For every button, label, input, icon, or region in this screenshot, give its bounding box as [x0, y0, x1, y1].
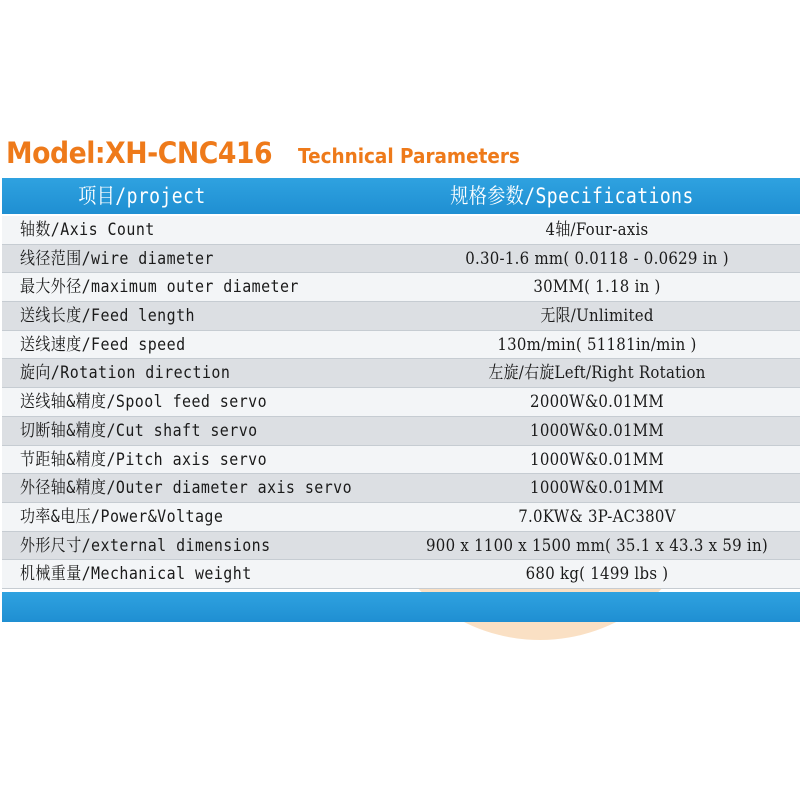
row-name: 节距轴&精度/Pitch axis servo — [20, 449, 268, 470]
table-row — [2, 560, 800, 589]
row-name: 轴数/Axis Count — [20, 220, 155, 240]
row-spec: 680 kg( 1499 lbs ) — [525, 564, 669, 585]
row-name: 送线速度/Feed speed — [20, 334, 186, 355]
row-spec: 2000W&0.01MM — [530, 392, 664, 413]
row-spec: 无限/Unlimited — [540, 306, 654, 327]
row-name: 切断轴&精度/Cut shaft servo — [20, 420, 258, 441]
table-row — [2, 388, 800, 417]
row-name: 机械重量/Mechanical weight — [20, 564, 252, 585]
table-row — [2, 273, 800, 302]
model-title: Model:XH-CNC416 — [6, 136, 273, 170]
row-spec: 4轴/Four-axis — [545, 220, 649, 240]
table-row — [2, 474, 800, 503]
table-footer-bar — [2, 592, 800, 622]
table-row — [2, 245, 800, 274]
row-spec: 900 x 1100 x 1500 mm( 35.1 x 43.3 x 59 in) — [426, 535, 768, 556]
table-row — [2, 532, 800, 561]
row-name: 外形尺寸/external dimensions — [20, 535, 271, 556]
row-spec: 30MM( 1.18 in ) — [533, 277, 661, 298]
row-spec: 130m/min( 51181in/min ) — [497, 334, 697, 355]
row-spec: 1000W&0.01MM — [530, 478, 664, 499]
spec-table — [2, 178, 800, 589]
row-name: 最大外径/maximum outer diameter — [20, 277, 299, 298]
row-spec: 1000W&0.01MM — [530, 420, 664, 441]
row-name: 旋向/Rotation direction — [20, 363, 231, 384]
table-row — [2, 359, 800, 388]
row-name: 功率&电压/Power&Voltage — [20, 506, 224, 527]
row-spec: 左旋/右旋Left/Right Rotation — [488, 363, 706, 384]
row-name: 送线长度/Feed length — [20, 306, 195, 327]
row-spec: 0.30-1.6 mm( 0.0118 - 0.0629 in ) — [465, 248, 729, 269]
row-name: 线径范围/wire diameter — [20, 248, 214, 269]
row-spec: 1000W&0.01MM — [530, 449, 664, 470]
table-row — [2, 446, 800, 475]
column-header-specifications: 规格参数/Specifications — [450, 184, 694, 208]
technical-parameters-title: Technical Parameters — [298, 144, 520, 168]
row-name: 外径轴&精度/Outer diameter axis servo — [20, 478, 353, 499]
table-row — [2, 302, 800, 331]
table-row — [2, 417, 800, 446]
row-spec: 7.0KW& 3P-AC380V — [518, 506, 676, 527]
table-header — [2, 178, 800, 216]
column-header-project: 项目/project — [78, 184, 206, 208]
row-name: 送线轴&精度/Spool feed servo — [20, 392, 268, 413]
table-row — [2, 503, 800, 532]
table-row — [2, 331, 800, 360]
title-row — [6, 136, 520, 176]
table-row — [2, 216, 800, 245]
